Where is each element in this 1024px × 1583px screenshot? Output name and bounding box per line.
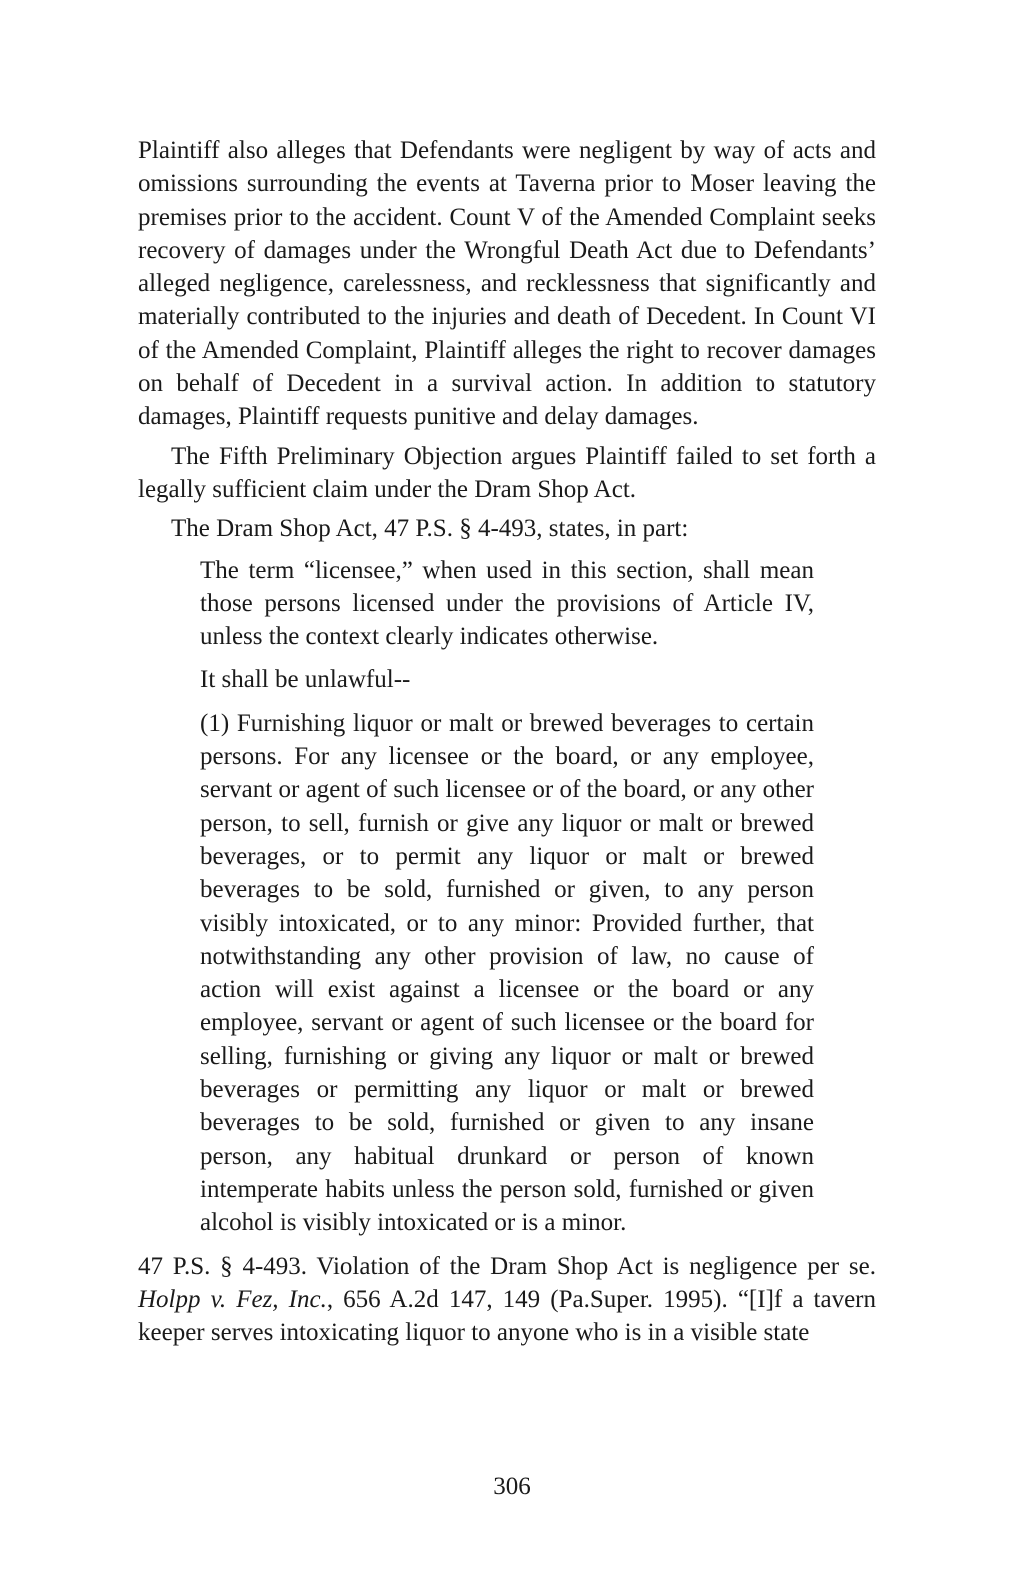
body-paragraph: Plaintiff also alleges that Defendants were negligent by way of acts and omissions surrounding the events at Taverna prior to Moser leaving the premises prior to the accident. Count V of the Amended Complaint seeks recovery of damages under the Wrongful Death Act due to Defendants’ alleged negligence, carelessness, and recklessness that significantly and materially contributed to the injuries and death of Decedent. In Count VI of the Amended Complaint, Plaintiff alleges the right to recover damages on behalf of Decedent in a survival action. In addition to statutory damages, Plaintiff requests punitive and delay damages. — [138, 137, 876, 431]
body-paragraph: The Dram Shop Act, 47 P.S. § 4-493, states, in part: — [171, 515, 689, 543]
document-page — [138, 134, 876, 1355]
statute-citation: 47 P.S. § 4-493. Violation of the Dram Shop Act is negligence per se. — [138, 1252, 876, 1280]
case-citation: , 656 A.2d 147, 149 (Pa.Super. 1995). “[I]f a tavern keeper serves intoxicating liquor to anyone who is in a visible state — [138, 1285, 876, 1347]
quote-paragraph: (1) Furnishing liquor or malt or brewed beverages to certain persons. For any licensee or the board, or any employee, servant or agent of such licensee or of the board, or any other person, to sell, furnish or give any liquor or malt or brewed beverages, or to permit any liquor or malt or brewed beverages to be sold, furnished or given, to any person visibly intoxicated, or to any minor: Provided further, that notwithstanding any other provision of law, no cause of action will exist against a licensee or the board or any employee, servant or agent of such licensee or the board for selling, furnishing or giving any liquor or malt or brewed beverages or permitting any liquor or malt or brewed beverages to be sold, furnished or given to any insane person, any habitual drunkard or person of known intemperate habits unless the person sold, furnished or given alcohol is visibly intoxicated or is a minor. — [200, 709, 814, 1237]
quote-paragraph: It shall be unlawful-- — [200, 666, 411, 694]
page-number: 306 — [493, 1473, 531, 1500]
quote-paragraph: The term “licensee,” when used in this section, shall mean those persons licensed under the provisions of Article IV, unless the context clearly indicates otherwise. — [200, 556, 814, 651]
body-paragraph: The Fifth Preliminary Objection argues Plaintiff failed to set forth a legally sufficient claim under the Dram Shop Act. — [138, 442, 876, 503]
citation-paragraph — [138, 1250, 876, 1350]
case-name: Holpp v. Fez, Inc. — [138, 1285, 327, 1313]
statute-block-quote — [200, 554, 814, 1240]
